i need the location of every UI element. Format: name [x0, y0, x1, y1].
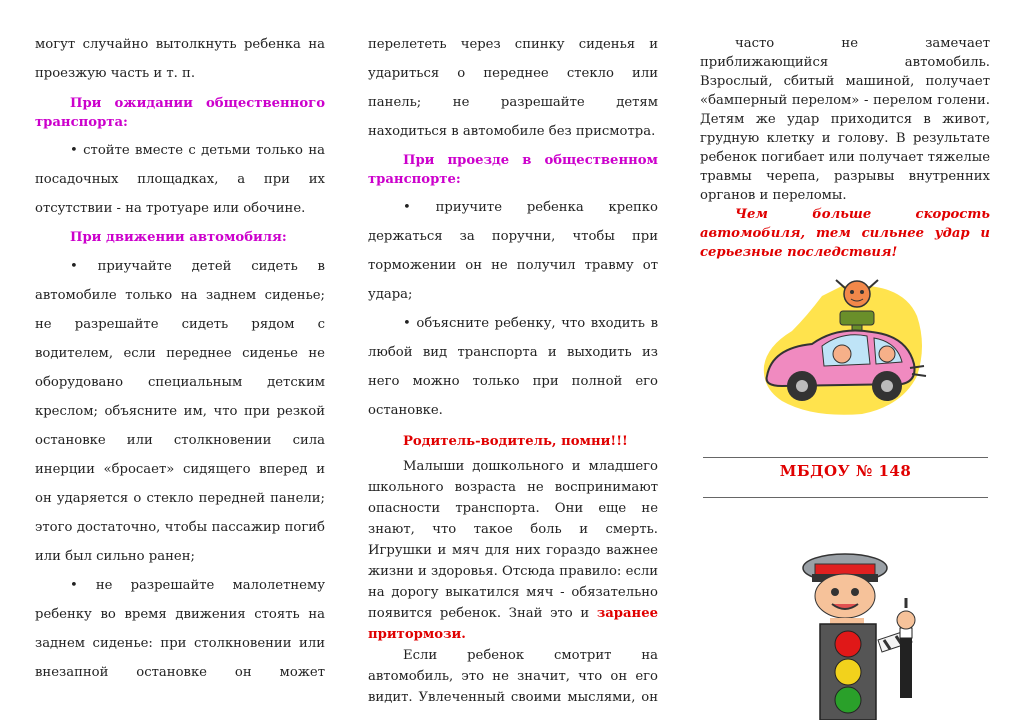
heading-public-transport: При проезде в общественном транспорте: [368, 153, 658, 187]
col2-transport-text-1: • приучите ребенка крепко держаться за поручни, чтобы при торможении он не получил травму от удара; [368, 200, 658, 302]
divider-bottom [703, 497, 988, 498]
heading-parent-driver: Родитель-водитель, помни!!! [403, 434, 628, 449]
heading-waiting: При ожидании общественного транспорта: [35, 96, 325, 130]
brake-emphasis: заранее притормози. [368, 606, 658, 642]
divider-top [703, 457, 988, 458]
column-2 [368, 30, 658, 708]
car-traffic-light-illustration [752, 276, 927, 418]
col1-waiting-text: • стойте вместе с детьми только на посадочных площадках, а при их отсутствии - на тротуаре или обочине. [35, 143, 325, 216]
col2-transport-text-2: • объясните ребенку, что входить в любой вид транспорта и выходить из него можно только при полной его остановке. [368, 316, 658, 418]
heading-moving: При движении автомобиля: [70, 230, 287, 245]
speed-warning: Чем больше скорость автомобиля, тем сильнее удар и серьезные последствия! [700, 207, 990, 260]
col1-moving-text-2: • не разрешайте малолетнему ребенку во время движения стоять на заднем сиденье: при столкновении или внезапной остановке он может [35, 578, 325, 680]
column-3 [700, 34, 990, 262]
traffic-officer-illustration [790, 548, 940, 720]
col1-moving-text-1: • приучайте детей сидеть в автомобиле только на заднем сиденье; не разрешайте сидеть рядом с водителем, если переднее сиденье не оборудовано специальным детским креслом; объясните им, что при резкой остановке или столкновении сила инерции «бросает» сидящего вперед и он ударяется о стекло передней панели; этого достаточно, чтобы пассажир погиб или был сильно ранен; [35, 259, 325, 564]
col3-text-top: часто не замечает приближающийся автомобиль. Взрослый, сбитый машиной, получает «бамперный перелом» - перелом голени. Детям же удар приходится в живот, грудную клетку и голову. В результате ребенок погибает или получает тяжелые травмы черепа, разрывы внутренних органов и переломы. [700, 36, 990, 203]
col1-text-top: могут случайно вытолкнуть ребенка на проезжую часть и т. п. [35, 37, 325, 81]
col2-text-top: перелететь через спинку сиденья и удариться о переднее стекло или панель; не разрешайте детям находиться в автомобиле без присмотра. [368, 37, 658, 139]
col2-last-text: Если ребенок смотрит на автомобиль, это не значит, что он его видит. Увлеченный своими мыслями, он [368, 648, 658, 705]
parent-text-main: Малыши дошкольного и младшего школьного возраста не воспринимают опасности транспорта. Они еще не знают, что такое боль и смерть. Игрушки и мяч для них гораздо важнее жизни и здоровья. Отсюда правило: если на дорогу выкатился мяч - обязательно появится ребенок. Знай это и [368, 459, 658, 621]
org-name: МБДОУ № 148 [779, 462, 912, 480]
col2-parent-text [368, 456, 658, 645]
column-1 [35, 30, 325, 687]
